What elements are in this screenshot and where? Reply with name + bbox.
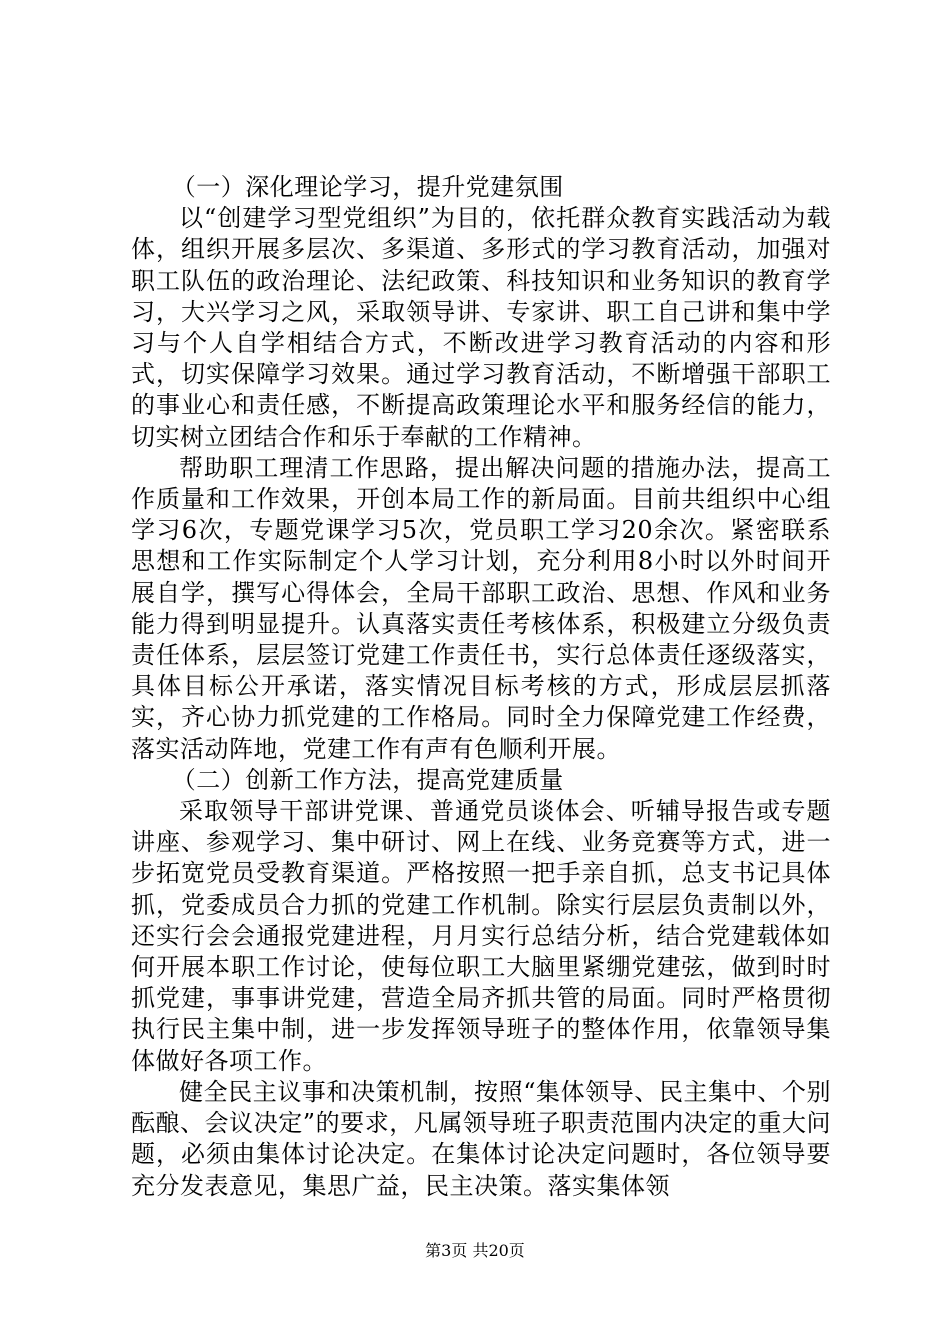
paragraph-2: 帮助职工理清工作思路，提出解决问题的措施办法，提高工作质量和工作效果，开创本局工作的新局面。目前共组织中心组学习6次，专题党课学习5次，党员职工学习20余次。紧密联系思想和工作实际制定个人学习计划，充分利用8小时以外时间开展自学，撰写心得体会，全局干部职工政治、思想、作风和业务能力得到明显提升。认真落实责任考核体系，积极建立分级负责责任体系，层层签订党建工作责任书，实行总体责任逐级落实，具体目标公开承诺，落实情况目标考核的方式，形成层层抓落实，齐心协力抓党建的工作格局。同时全力保障党建工作经费，落实活动阵地，党建工作有声有色顺利开展。 [131, 453, 831, 763]
paragraph-3: 采取领导干部讲党课、普通党员谈体会、听辅导报告或专题讲座、参观学习、集中研讨、网上在线、业务竞赛等方式，进一步拓宽党员受教育渠道。严格按照一把手亲自抓，总支书记具体抓，党委成员合力抓的党建工作机制。除实行层层负责制以外，还实行会会通报党建进程，月月实行总结分析，结合党建载体如何开展本职工作讨论，使每位职工大脑里紧绷党建弦，做到时时抓党建，事事讲党建，营造全局齐抓共管的局面。同时严格贯彻执行民主集中制，进一步发挥领导班子的整体作用，依靠领导集体做好各项工作。 [131, 797, 831, 1075]
document-body [131, 172, 831, 1202]
section-heading-2: （二）创新工作方法，提高党建质量 [171, 765, 564, 794]
section-heading-1: （一）深化理论学习，提升党建氛围 [171, 173, 564, 201]
paragraph-4: 健全民主议事和决策机制，按照“集体领导、民主集中、个别酝酿、会议决定”的要求，凡属领导班子职责范围内决定的重大问题，必须由集体讨论决定。在集体讨论决定问题时，各位领导要充分发表意见，集思广益，民主决策。落实集体领 [131, 1077, 831, 1200]
page-number-footer: 第3页 共20页 [425, 1241, 525, 1260]
paragraph-1: 以“创建学习型党组织”为目的，依托群众教育实践活动为载体，组织开展多层次、多渠道、多形式的学习教育活动，加强对职工队伍的政治理论、法纪政策、科技知识和业务知识的教育学习，大兴学习之风，采取领导讲、专家讲、职工自己讲和集中学习与个人自学相结合方式，不断改进学习教育活动的内容和形式，切实保障学习效果。通过学习教育活动，不断增强干部职工的事业心和责任感，不断提高政策理论水平和服务经信的能力，切实树立团结合作和乐于奉献的工作精神。 [131, 204, 831, 451]
